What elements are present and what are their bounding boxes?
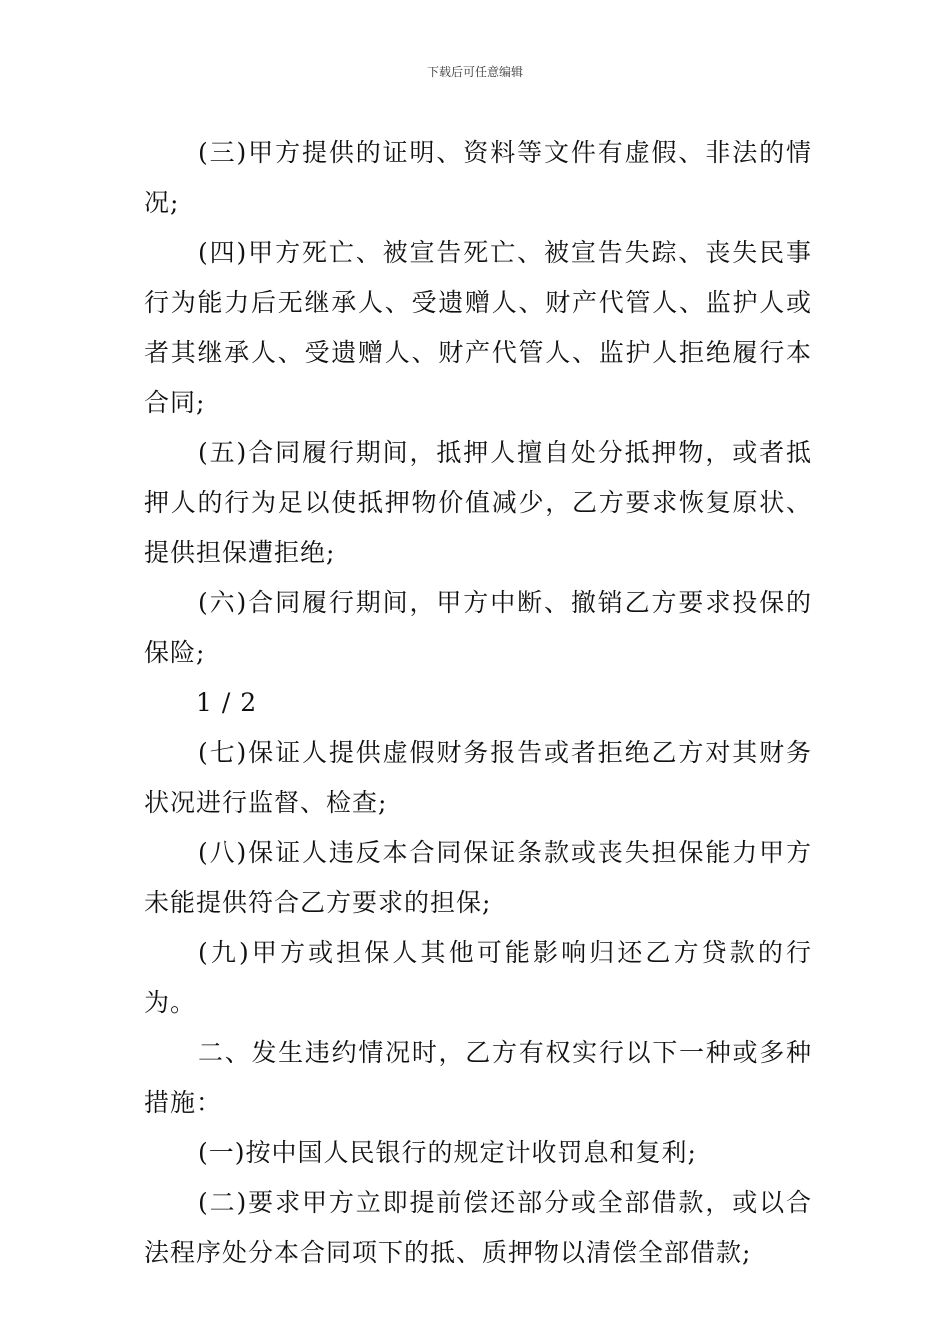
paragraph: (三)甲方提供的证明、资料等文件有虚假、非法的情况; <box>144 138 812 217</box>
paragraph: (八)保证人违反本合同保证条款或丧失担保能力甲方未能提供符合乙方要求的担保; <box>144 838 812 917</box>
paragraph: (一)按中国人民银行的规定计收罚息和复利; <box>198 1138 697 1167</box>
paragraph: (六)合同履行期间，甲方中断、撤销乙方要求投保的保险; <box>144 588 812 667</box>
paragraph: (四)甲方死亡、被宣告死亡、被宣告失踪、丧失民事行为能力后无继承人、受遗赠人、财产代管人、监护人或者其继承人、受遗赠人、财产代管人、监护人拒绝履行本合同; <box>144 238 812 417</box>
paragraph: (九)甲方或担保人其他可能影响归还乙方贷款的行为。 <box>144 938 812 1017</box>
paragraph: (二)要求甲方立即提前偿还部分或全部借款，或以合法程序处分本合同项下的抵、质押物以清偿全部借款; <box>144 1188 812 1267</box>
document-body <box>144 128 812 1278</box>
paragraph: 二、发生违约情况时，乙方有权实行以下一种或多种措施： <box>144 1038 812 1117</box>
paragraph: (七)保证人提供虚假财务报告或者拒绝乙方对其财务状况进行监督、检查; <box>144 738 812 817</box>
paragraph: (五)合同履行期间，抵押人擅自处分抵押物，或者抵押人的行为足以使抵押物价值减少，乙方要求恢复原状、提供担保遭拒绝; <box>144 438 812 567</box>
page-number: 1 / 2 <box>196 688 258 717</box>
page-header: 下载后可任意编辑 <box>426 65 523 79</box>
